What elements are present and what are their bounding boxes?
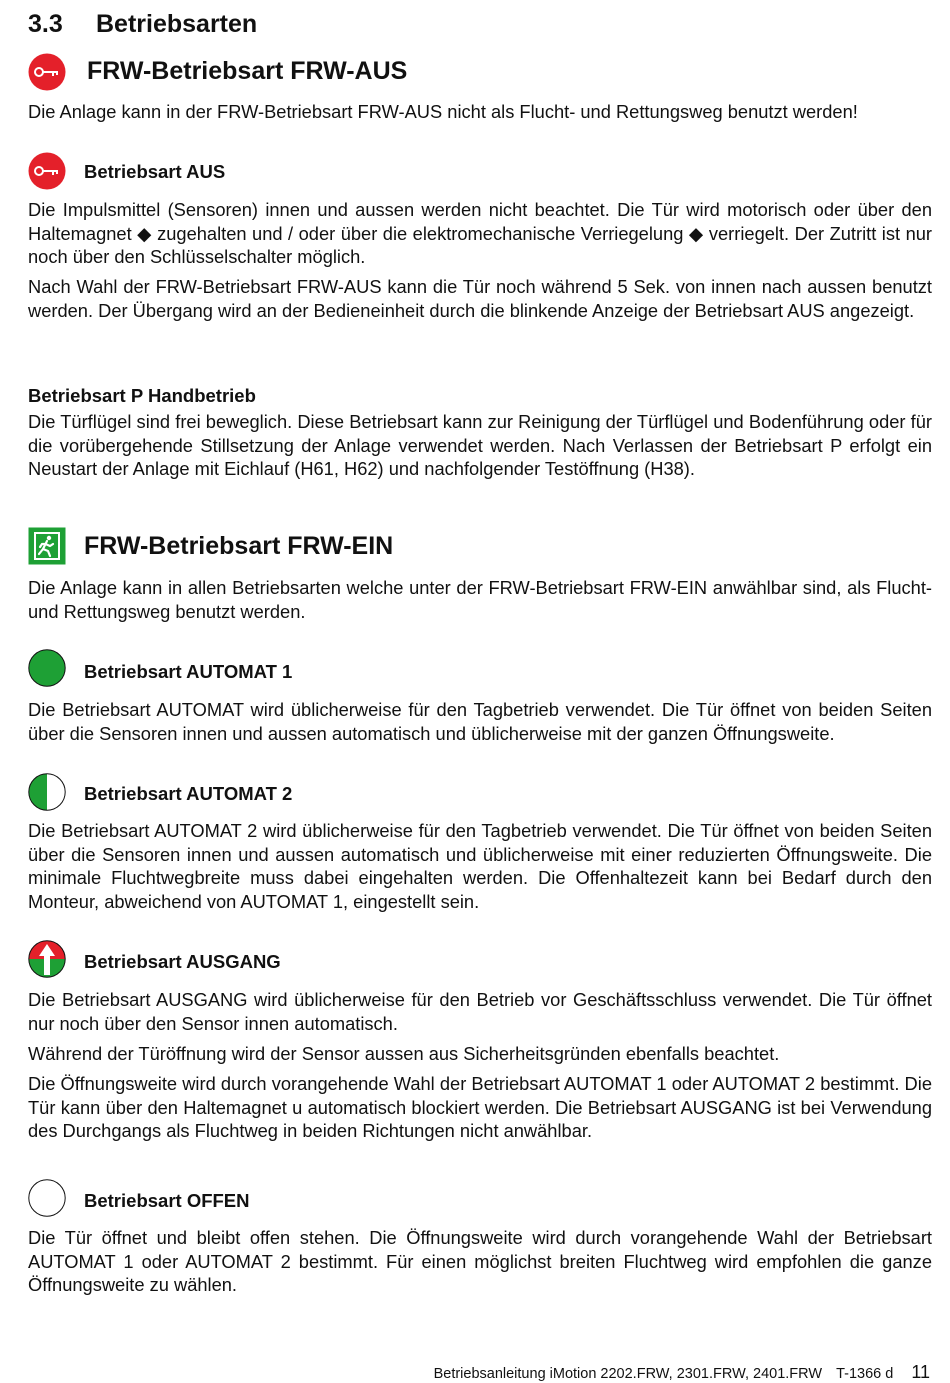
frw-ein-intro: Die Anlage kann in allen Betriebsarten welche unter der FRW-Betriebsart FRW-EIN anwählbar sind, als Flucht- und Rettungsweg benutzt werden. [28,577,932,622]
section-title: Betriebsarten [96,10,258,38]
key-icon [28,152,66,190]
page-footer [434,1362,930,1383]
handbetrieb-paragraph: Die Türflügel sind frei beweglich. Diese Betriebsart kann zur Reinigung der Türflügel und Bodenführung oder für die vorübergehende Stillsetzung der Anlage verwendet werden. Nach Verlassen der Betriebsart P erfolgt ein Neustart der Anlage mit Eichlauf (H61, H62) und nachfolgender Testöffnung (H38). [28,411,932,479]
automat2-paragraph: Die Betriebsart AUTOMAT 2 wird üblicherweise für den Tagbetrieb verwendet. Die Tür öffnet von beiden Seiten über die Sensoren innen und aussen automatisch und üblicherweise mit einer reduzierten Öffnungsweite. Die minimale Fluchtwegbreite muss dabei eingehalten werden. Die Offenhaltezeit kann bei Bedarf durch den Monteur, abweichend von AUTOMAT 1, eingestellt sein. [28,820,932,912]
aus-paragraph-1: Die Impulsmittel (Sensoren) innen und aussen werden nicht beachtet. Die Tür wird motorisch oder über den Haltemagnet ◆ zugehalten und / oder über die elektromechanische Verriegelung ◆ verriegelt. Der Zutritt ist nur noch über den Schlüsselschalter möglich. [28,199,932,267]
ausgang-paragraph-2: Während der Türöffnung wird der Sensor aussen aus Sicherheitsgründen ebenfalls beachtet. [28,1043,780,1064]
page-number: 11 [911,1362,930,1382]
section-heading [28,10,257,39]
frw-ein-title: FRW-Betriebsart FRW-EIN [84,532,394,560]
aus-paragraph-2: Nach Wahl der FRW-Betriebsart FRW-AUS kann die Tür noch während 5 Sek. von innen nach aussen benutzt werden. Der Übergang wird an der Bedieneinheit durch die blinkende Anzeige der Betriebsart AUS angezeigt. [28,276,932,321]
footer-doc-number: T-1366 d [836,1366,894,1382]
handbetrieb-title: Betriebsart P Handbetrieb [28,385,256,406]
offen-paragraph: Die Tür öffnet und bleibt offen stehen. Die Öffnungsweite wird durch vorangehende Wahl der Betriebsart AUTOMAT 1 oder AUTOMAT 2 bestimmt. Für einen möglichst breiten Fluchtweg wird empfohlen die ganze Öffnungsweite zu wählen. [28,1227,932,1295]
key-icon [28,53,66,91]
arrow-up-circle-icon [28,940,66,978]
offen-title: Betriebsart OFFEN [84,1190,250,1211]
frw-aus-title: FRW-Betriebsart FRW-AUS [87,57,408,85]
section-number: 3.3 [28,10,63,38]
empty-circle-icon [28,1179,66,1217]
automat1-title: Betriebsart AUTOMAT 1 [84,661,293,682]
half-circle-icon [28,773,66,811]
automat1-paragraph: Die Betriebsart AUTOMAT wird üblicherweise für den Tagbetrieb verwendet. Die Tür öffnet von beiden Seiten über die Sensoren innen und aussen automatisch und üblicherweise mit der ganzen Öffnungsweite. [28,699,932,744]
ausgang-title: Betriebsart AUSGANG [84,951,281,972]
aus-title: Betriebsart AUS [84,161,226,182]
full-circle-icon [28,649,66,687]
ausgang-paragraph-1: Die Betriebsart AUSGANG wird üblicherweise für den Betrieb vor Geschäftsschluss verwendet. Die Tür öffnet nur noch über den Sensor innen automatisch. [28,989,932,1034]
ausgang-paragraph-3: Die Öffnungsweite wird durch vorangehende Wahl der Betriebsart AUTOMAT 1 oder AUTOMAT 2 bestimmt. Die Tür kann über den Haltemagnet u automatisch blockiert werden. Die Betriebsart AUSGANG ist bei Verwendung des Durchgangs als Fluchtweg in beiden Richtungen nicht anwählbar. [28,1073,932,1141]
automat2-title: Betriebsart AUTOMAT 2 [84,783,293,804]
emergency-exit-icon [28,527,66,565]
footer-title: Betriebsanleitung iMotion 2202.FRW, 2301.FRW, 2401.FRW [433,1366,823,1382]
frw-aus-intro: Die Anlage kann in der FRW-Betriebsart FRW-AUS nicht als Flucht- und Rettungsweg benutzt werden! [28,101,858,122]
